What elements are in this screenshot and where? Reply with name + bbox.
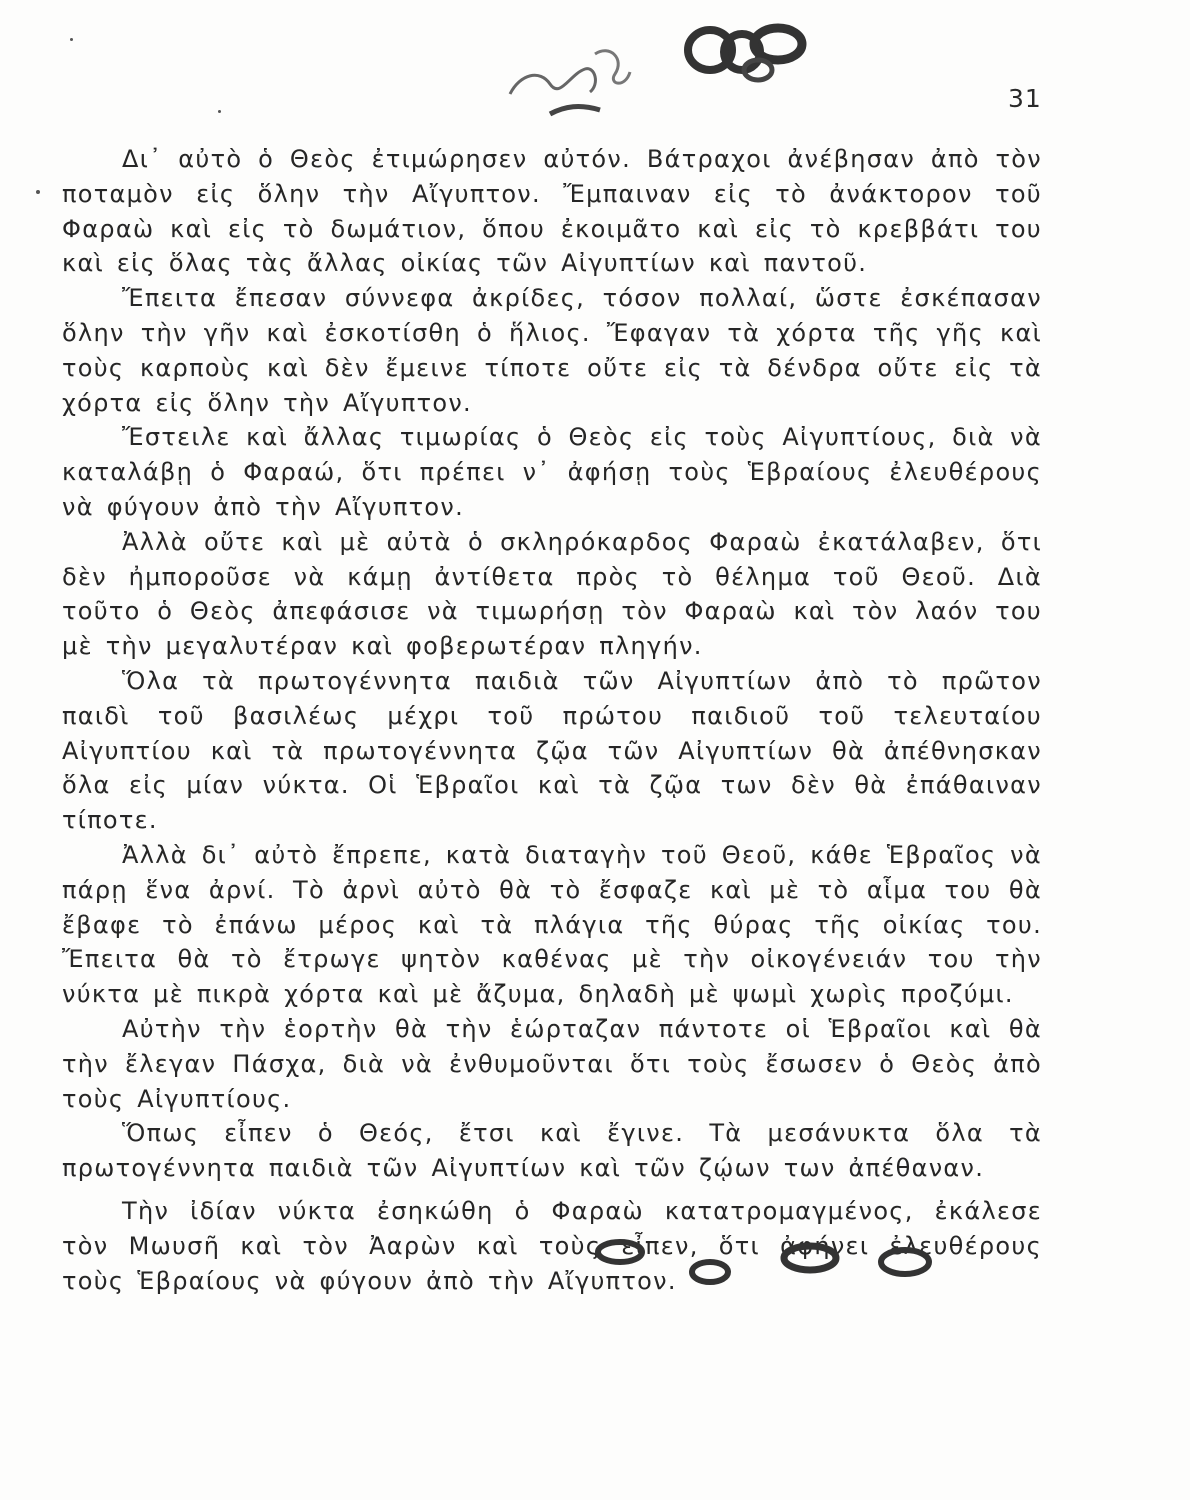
ink-blots xyxy=(580,1232,940,1292)
paragraph: Ὅπως εἶπεν ὁ Θεός, ἔτσι καὶ ἔγινε. Τὰ μεσάνυκτα ὅλα τὰ πρωτογέννητα παιδιὰ τῶν Αἰγυπτίων καὶ τῶν ζῴων των ἀπέθαναν. xyxy=(62,1119,1042,1183)
paper-speck xyxy=(218,110,221,113)
paragraph: Ὅλα τὰ πρωτογέννητα παιδιὰ τῶν Αἰγυπτίων ἀπὸ τὸ πρῶτον παιδὶ τοῦ βασιλέως μέχρι τοῦ πρώτου παιδιοῦ τοῦ τελευταίου Αἰγυπτίου καὶ τὰ πρωτογέννητα ζῷα τῶν Αἰγυπτίων θὰ ἀπέθνησκαν ὅλα εἰς μίαν νύκτα. Οἱ Ἑβραῖοι καὶ τὰ ζῷα των δὲν θὰ ἐπάθαιναν τίποτε. xyxy=(62,666,1042,835)
paragraph: Ἀλλὰ δι᾿ αὐτὸ ἔπρεπε, κατὰ διαταγὴν τοῦ Θεοῦ, κάθε Ἑβραῖος νὰ πάρῃ ἕνα ἀρνί. Τὸ ἀρνὶ αὐτὸ θὰ τὸ ἔσφαζε καὶ μὲ τὸ αἷμα του θὰ ἔβαφε τὸ ἐπάνω μέρος καὶ τὰ πλάγια τῆς θύρας τῆς οἰκίας του. Ἔπειτα θὰ τὸ ἔτρωγε ψητὸν καθένας μὲ τὴν οἰκογένειάν του τὴν νύκτα μὲ πικρὰ χόρτα καὶ μὲ ἄζυμα, δηλαδὴ μὲ ψωμὶ χωρὶς προζύμι. xyxy=(62,840,1042,1009)
paragraph: Αὐτὴν τὴν ἑορτὴν θὰ τὴν ἑώρταζαν πάντοτε οἱ Ἑβραῖοι καὶ θὰ τὴν ἔλεγαν Πάσχα, διὰ νὰ ἐνθυμοῦνται ὅτι τοὺς ἔσωσεν ὁ Θεὸς ἀπὸ τοὺς Αἰγυπτίους. xyxy=(62,1014,1042,1113)
body-text xyxy=(62,142,1042,1298)
paper-speck xyxy=(36,190,40,194)
paper-speck xyxy=(70,38,73,41)
paragraph: Ἀλλὰ οὔτε καὶ μὲ αὐτὰ ὁ σκληρόκαρδος Φαραὼ ἐκατάλαβεν, ὅτι δὲν ἠμποροῦσε νὰ κάμῃ ἀντίθετα πρὸς τὸ θέλημα τοῦ Θεοῦ. Διὰ τοῦτο ὁ Θεὸς ἀπεφάσισε νὰ τιμωρήσῃ τὸν Φαραὼ καὶ τὸν λαόν του μὲ τὴν μεγαλυτέραν καὶ φοβερωτέραν πληγήν. xyxy=(62,527,1042,661)
paragraph: Ἔπειτα ἔπεσαν σύννεφα ἀκρίδες, τόσον πολλαί, ὥστε ἐσκέπασαν ὅλην τὴν γῆν καὶ ἐσκοτίσθη ὁ ἥλιος. Ἔφαγαν τὰ χόρτα τῆς γῆς καὶ τοὺς καρποὺς καὶ δὲν ἔμεινε τίποτε οὔτε εἰς τὰ δένδρα οὔτε εἰς τὰ χόρτα εἰς ὅλην τὴν Αἴγυπτον. xyxy=(62,284,1042,417)
paragraph: Ἔστειλε καὶ ἄλλας τιμωρίας ὁ Θεὸς εἰς τοὺς Αἰγυπτίους, διὰ νὰ καταλάβῃ ὁ Φαραώ, ὅτι πρέπει ν᾿ ἀφήσῃ τοὺς Ἑβραίους ἐλευθέρους νὰ φύγουν ἀπὸ τὴν Αἴγυπτον. xyxy=(62,423,1042,521)
handwritten-scribble xyxy=(490,14,820,134)
paragraph: Δι᾿ αὐτὸ ὁ Θεὸς ἐτιμώρησεν αὐτόν. Βάτραχοι ἀνέβησαν ἀπὸ τὸν ποταμὸν εἰς ὅλην τὴν Αἴγυπτον. Ἔμπαιναν εἰς τὸ ἀνάκτορον τοῦ Φαραὼ καὶ εἰς τὸ δωμάτιον, ὅπου ἐκοιμᾶτο καὶ εἰς τὸ κρεββάτι του καὶ εἰς ὅλας τὰς ἄλλας οἰκίας τῶν Αἰγυπτίων καὶ παντοῦ. xyxy=(62,145,1042,278)
paragraph: Τὴν ἰδίαν νύκτα ἐσηκώθη ὁ Φαραὼ κατατρομαγμένος, ἐκάλεσε τὸν Μωυσῆ καὶ τὸν Ἀαρὼν καὶ τοὺς εἶπεν, ὅτι ἀφήνει ἐλευθέρους τοὺς Ἑβραίους νὰ φύγουν ἀπὸ τὴν Αἴγυπτον. xyxy=(62,1196,1042,1295)
page-number: 31 xyxy=(1008,84,1042,113)
